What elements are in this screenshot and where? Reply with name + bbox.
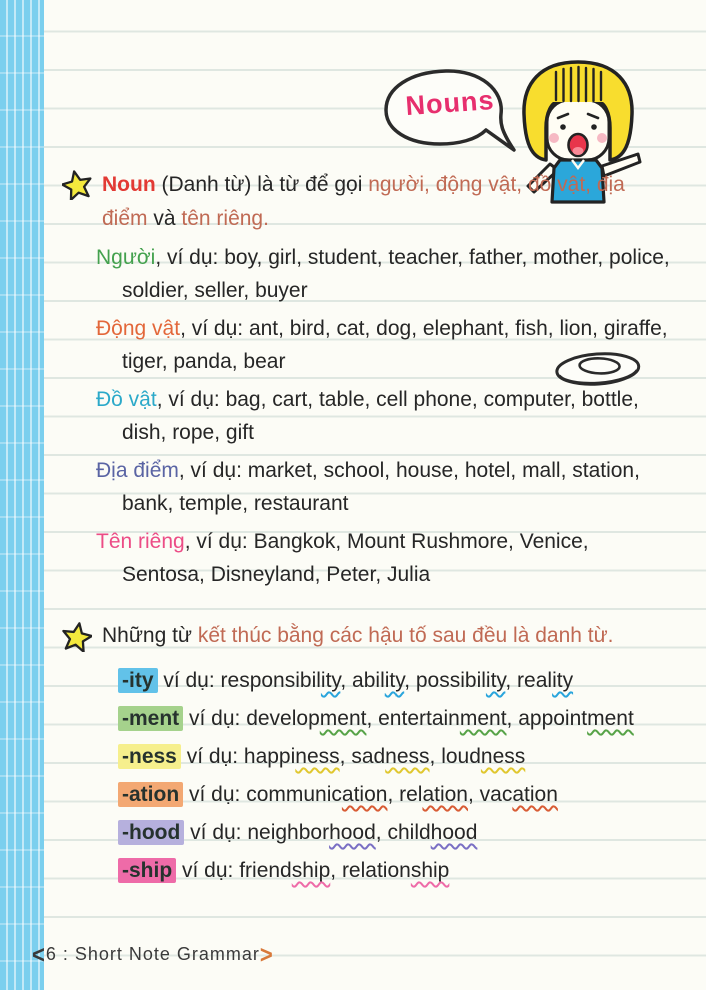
example-word-base: neighbor xyxy=(247,821,330,844)
example-word-base: responsibil xyxy=(220,669,321,692)
example-word-suffix: ity xyxy=(552,669,574,692)
intro-part1: (Danh từ) là từ để gọi xyxy=(155,173,369,196)
category-row xyxy=(96,455,674,520)
word-separator: , xyxy=(375,821,388,844)
category-row xyxy=(96,526,674,591)
example-word-base: vac xyxy=(479,783,513,806)
example-word-suffix: ation xyxy=(512,783,558,806)
example-word-base: real xyxy=(517,669,553,692)
word-separator: , xyxy=(330,859,342,882)
example-word-suffix: ity xyxy=(485,669,506,692)
example-word-suffix: ation xyxy=(341,783,388,806)
suffix-vi-du: ví dụ: xyxy=(157,669,221,692)
example-word-base: relation xyxy=(341,859,411,882)
example-word-base: happi xyxy=(243,745,296,768)
example-word-suffix: ity xyxy=(384,669,405,692)
word-separator: , xyxy=(505,669,518,692)
intro-paragraph xyxy=(102,168,662,236)
suffix-vi-du: ví dụ: xyxy=(180,745,244,768)
star-bullet-icon xyxy=(62,170,92,200)
intro-part2: và xyxy=(147,207,182,230)
word-separator: , xyxy=(366,707,379,730)
example-word-base: develop xyxy=(246,707,320,730)
example-word-base: possibil xyxy=(415,669,486,692)
example-word-suffix: ment xyxy=(587,707,634,730)
example-word-suffix: ness xyxy=(385,745,430,768)
example-word-suffix: ness xyxy=(295,745,340,768)
suffix-heading-accent: kết thúc bằng các hậu tố sau đều là danh từ. xyxy=(197,624,614,647)
category-examples: boy, girl, student, teacher, father, mother, police, soldier, seller, buyer xyxy=(122,246,670,302)
category-vi-du: , ví dụ: xyxy=(184,530,254,553)
star-bullet-icon xyxy=(62,622,92,652)
intro-section xyxy=(62,168,668,236)
word-separator: , xyxy=(387,783,400,806)
example-word-base: entertain xyxy=(378,707,460,730)
category-examples: market, school, house, hotel, mall, station, bank, temple, restaurant xyxy=(122,459,640,515)
category-vi-du: , ví dụ: xyxy=(180,317,249,340)
example-word-base: appoint xyxy=(518,707,588,730)
suffix-chip: -ity xyxy=(118,668,158,693)
suffix-chip: -ship xyxy=(118,858,176,883)
suffix-row xyxy=(118,700,684,738)
suffix-vi-du: ví dụ: xyxy=(176,859,240,882)
notebook-spine-stripes xyxy=(0,0,44,990)
dish-doodle-icon xyxy=(550,346,646,398)
word-separator: , xyxy=(340,669,353,692)
girl-tongue xyxy=(573,147,584,155)
suffix-chip: -hood xyxy=(118,820,184,845)
suffix-row xyxy=(118,776,684,814)
suffix-vi-du: ví dụ: xyxy=(183,707,247,730)
footer-text: 6 : Short Note Grammar xyxy=(45,944,260,964)
girl-cheek-left xyxy=(549,133,559,143)
suffix-rows xyxy=(118,662,684,890)
footer-right-bracket: > xyxy=(259,940,274,969)
category-label: Địa điểm xyxy=(96,459,179,482)
suffix-row xyxy=(118,814,684,852)
category-examples: ant, bird, cat, dog, elephant, fish, lion, giraffe, tiger, panda, bear xyxy=(122,317,668,373)
example-word-base: sad xyxy=(351,745,386,768)
example-word-suffix: hood xyxy=(430,821,478,844)
example-word-suffix: hood xyxy=(329,821,376,844)
example-word-base: loud xyxy=(441,745,481,768)
example-word-suffix: ity xyxy=(320,669,341,692)
suffix-section-heading xyxy=(62,620,682,652)
suffix-row xyxy=(118,662,684,700)
suffix-vi-du: ví dụ: xyxy=(183,783,247,806)
word-separator: , xyxy=(339,745,352,768)
suffix-chip: -ment xyxy=(118,706,183,731)
category-label: Tên riêng xyxy=(96,530,185,553)
girl-eye-right xyxy=(591,124,597,130)
girl-cheek-right xyxy=(597,133,607,143)
category-row xyxy=(96,242,674,307)
speech-bubble xyxy=(378,66,528,166)
footer-left-bracket: < xyxy=(32,940,46,969)
suffix-row xyxy=(118,852,684,890)
word-separator: , xyxy=(429,745,442,768)
word-separator: , xyxy=(468,783,480,806)
example-word-base: communic xyxy=(246,783,342,806)
intro-accent1: người, động vật, đồ vật, địa điểm xyxy=(102,173,625,230)
category-label: Người xyxy=(96,246,156,269)
example-word-base: friend xyxy=(239,859,292,882)
suffix-chip: -ation xyxy=(118,782,183,807)
suffix-row xyxy=(118,738,684,776)
intro-accent2: tên riêng. xyxy=(181,207,269,230)
category-vi-du: , ví dụ: xyxy=(156,388,226,411)
example-word-suffix: ment xyxy=(459,707,507,730)
example-word-base: child xyxy=(387,821,431,844)
intro-lead: Noun xyxy=(102,173,156,196)
suffix-heading-text xyxy=(102,620,682,652)
girl-eye-left xyxy=(560,124,566,130)
example-word-suffix: ment xyxy=(319,707,367,730)
category-vi-du: , ví dụ: xyxy=(155,246,225,269)
word-separator: , xyxy=(506,707,519,730)
category-vi-du: , ví dụ: xyxy=(178,459,248,482)
noun-categories xyxy=(96,242,674,597)
word-separator: , xyxy=(404,669,416,692)
suffix-vi-du: ví dụ: xyxy=(184,821,248,844)
suffix-chip: -ness xyxy=(118,744,181,769)
bubble-title: Nouns xyxy=(404,84,496,122)
page-footer xyxy=(32,942,274,968)
suffix-heading-black: Những từ xyxy=(102,624,198,647)
girl-bangs-lines xyxy=(556,67,601,101)
example-word-base: abil xyxy=(352,669,385,692)
category-examples: Bangkok, Mount Rushmore, Venice, Sentosa, Disneyland, Peter, Julia xyxy=(122,530,589,586)
example-word-suffix: ness xyxy=(480,745,526,768)
category-label: Đồ vật xyxy=(96,388,157,411)
example-word-base: rel xyxy=(399,783,423,806)
example-word-suffix: ation xyxy=(422,783,468,806)
example-word-suffix: ship xyxy=(291,859,331,882)
category-examples: bag, cart, table, cell phone, computer, bottle, dish, rope, gift xyxy=(122,388,639,444)
example-word-suffix: ship xyxy=(410,859,450,882)
category-label: Động vật xyxy=(96,317,181,340)
